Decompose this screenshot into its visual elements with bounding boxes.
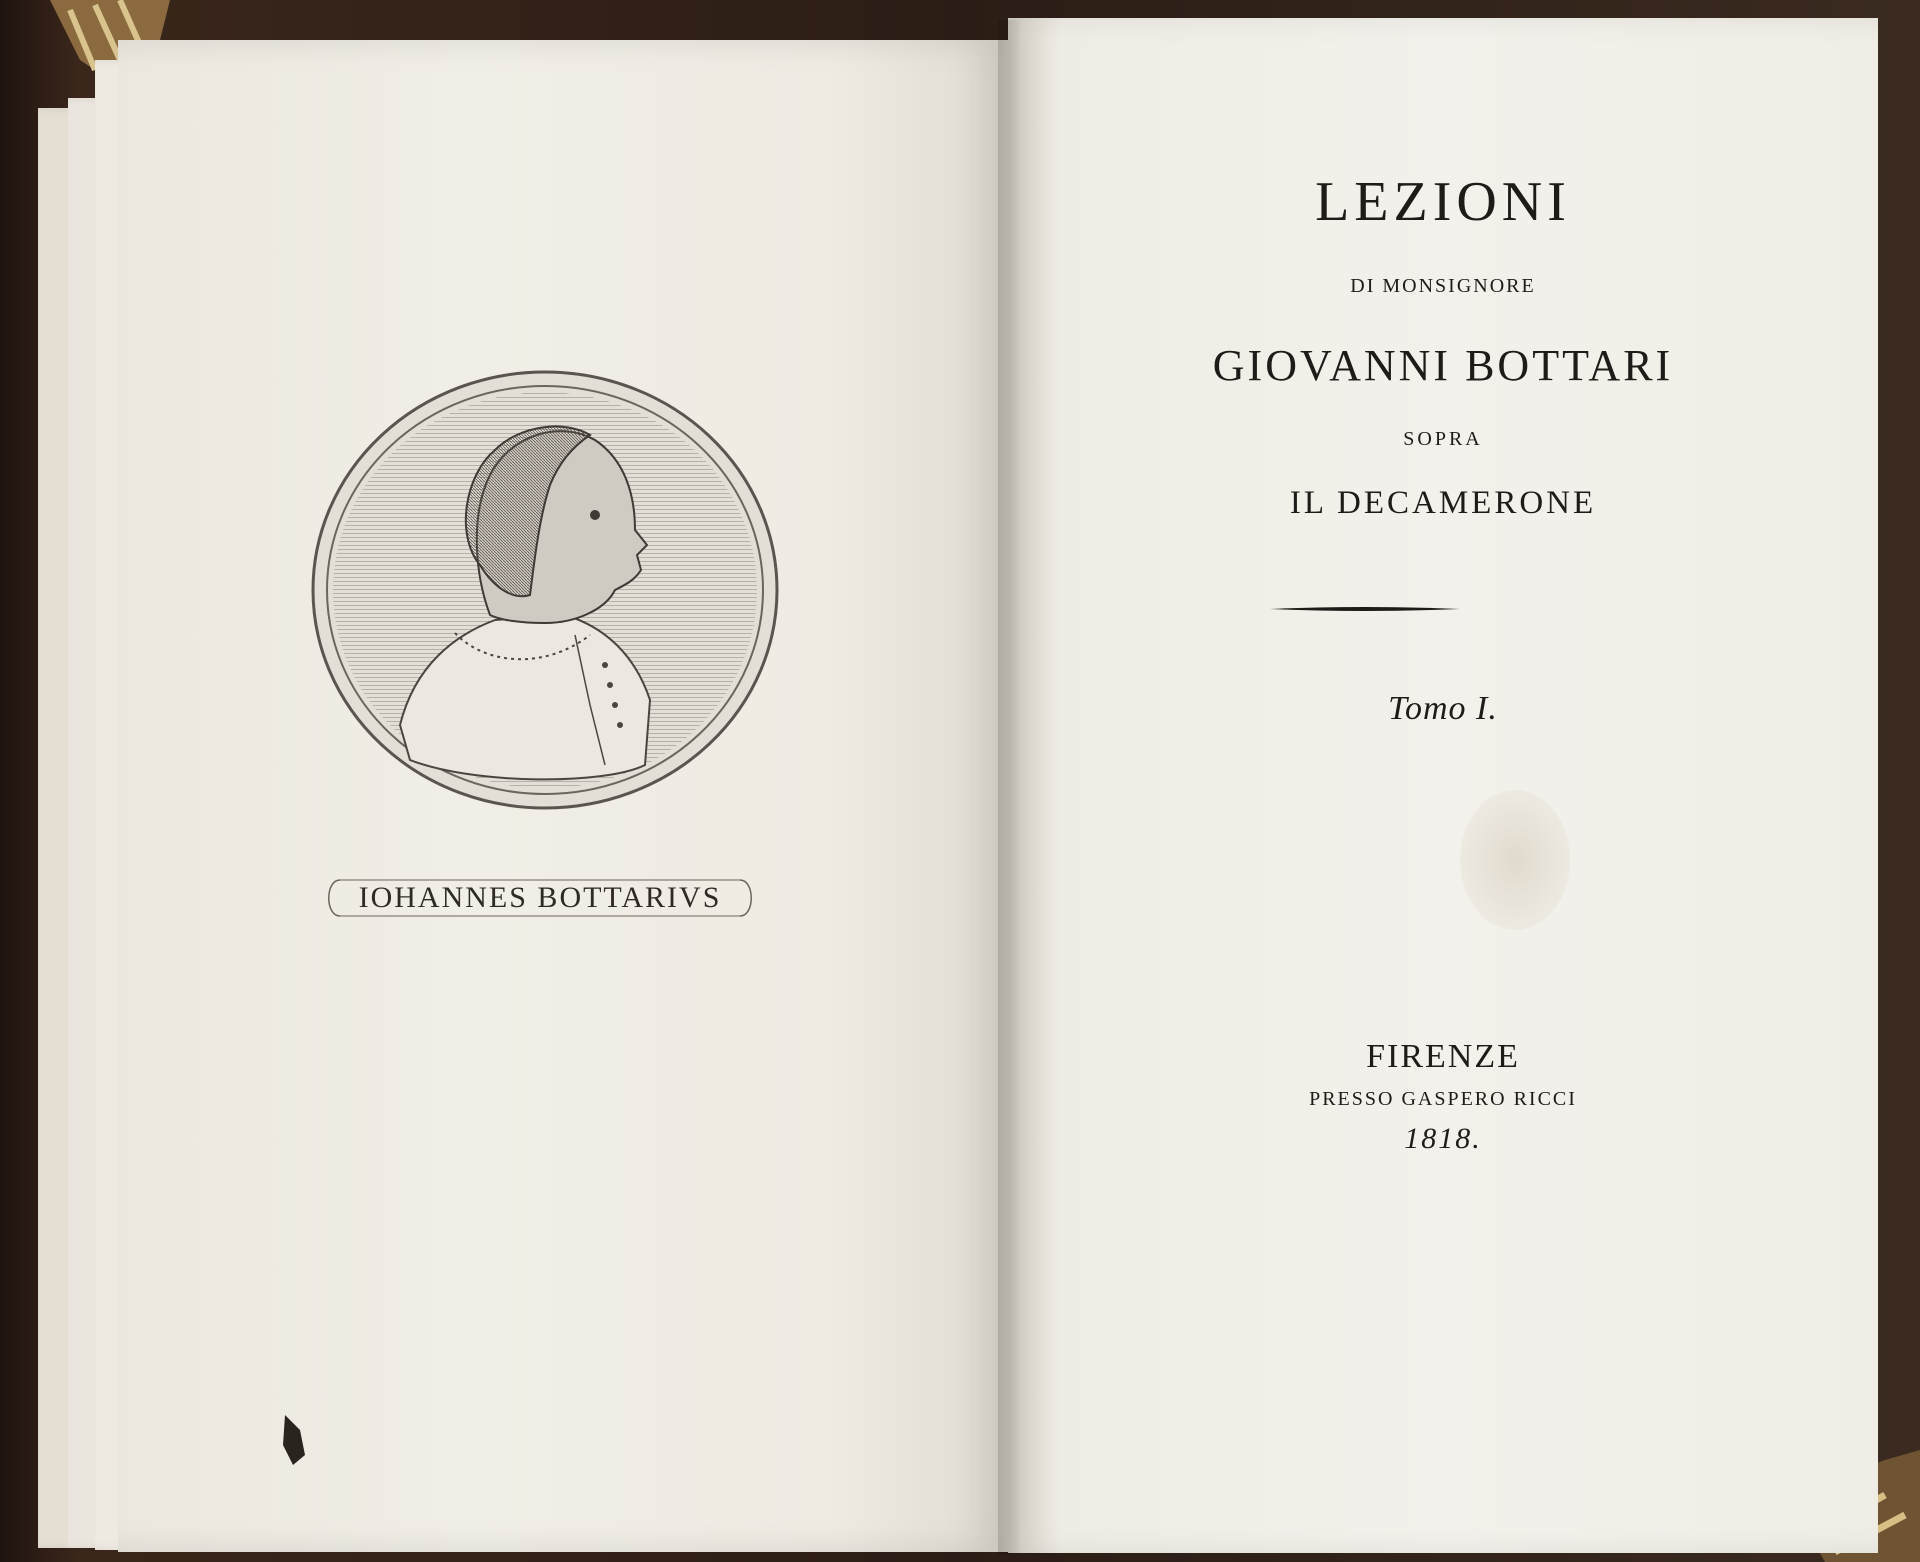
decorative-rule (1270, 604, 1460, 614)
preposition: SOPRA (1403, 428, 1483, 450)
publisher: PRESSO GASPERO RICCI (1309, 1088, 1577, 1110)
book-title: LEZIONI (1315, 171, 1571, 233)
author-honorific: DI MONSIGNORE (1350, 275, 1536, 297)
publication-year: 1818. (1404, 1122, 1482, 1155)
publication-city: FIRENZE (1366, 1038, 1520, 1075)
volume-number: Tomo I. (1388, 690, 1498, 727)
portrait-medallion (305, 365, 785, 815)
ink-blot (275, 1410, 315, 1470)
book-gutter (998, 20, 1020, 1555)
portrait-caption-text: IOHANNES BOTTARIVS (358, 881, 722, 914)
author-name: GIOVANNI BOTTARI (1212, 341, 1674, 390)
title-page (1008, 18, 1878, 1553)
paper-stain (1460, 790, 1570, 930)
portrait-caption (320, 872, 760, 924)
work-title: IL DECAMERONE (1289, 485, 1597, 521)
